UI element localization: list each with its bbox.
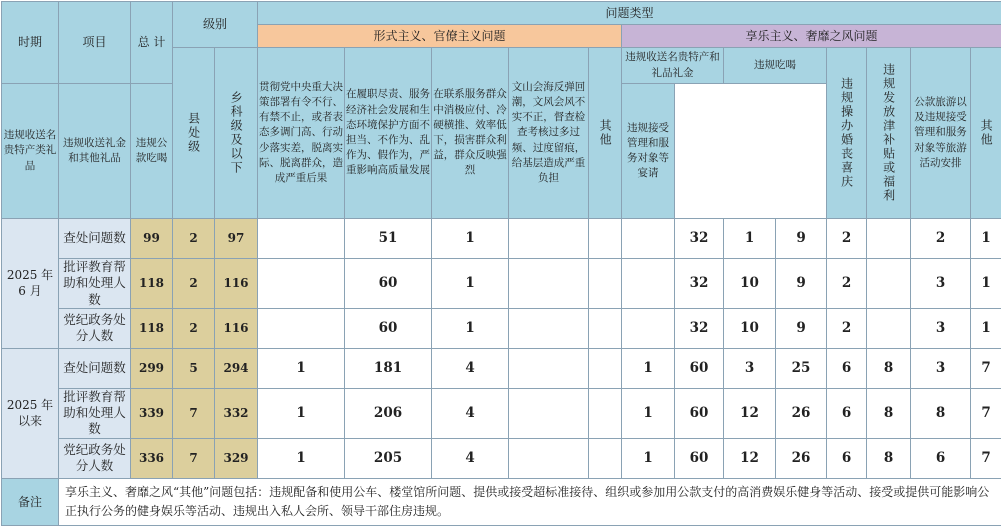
- table-row: [2, 348, 1001, 388]
- f4-cell: [509, 219, 589, 259]
- township-cell: 332: [215, 388, 258, 438]
- county-level-header: 县处级: [173, 48, 215, 219]
- f5-cell: [589, 308, 622, 348]
- hedonism-col-1: 违规收送名贵特产类礼品: [2, 84, 59, 219]
- total-cell: 336: [131, 438, 173, 478]
- hedonism-col-4: 违规接受管理和服务对象等宴请: [622, 84, 675, 219]
- h3-cell: 10: [724, 259, 776, 309]
- county-cell: 2: [173, 259, 215, 309]
- h8-cell: 7: [971, 438, 1001, 478]
- h2-cell: 32: [675, 308, 724, 348]
- h7-cell: 3: [911, 259, 971, 309]
- county-cell: 7: [173, 438, 215, 478]
- h4-cell: 26: [776, 388, 827, 438]
- hedonism-col-7: 公款旅游以及违规接受管理和服务对象等旅游活动安排: [911, 48, 971, 219]
- f2-cell: 51: [345, 219, 432, 259]
- formalism-header: 形式主义、官僚主义问题: [258, 25, 622, 48]
- township-cell: 116: [215, 259, 258, 309]
- total-cell: 339: [131, 388, 173, 438]
- h7-cell: 3: [911, 308, 971, 348]
- f3-cell: 1: [432, 259, 509, 309]
- h5-cell: 6: [827, 438, 867, 478]
- f4-cell: [509, 388, 589, 438]
- item-header: 项目: [59, 2, 131, 84]
- formalism-col-4: 文山会海反弹回潮，文风会风不实不正，督查检查考核过多过频、过度留痕，给基层造成严重负担: [509, 48, 589, 219]
- h2-cell: 60: [675, 348, 724, 388]
- f4-cell: [509, 438, 589, 478]
- item-cell: 党纪政务处分人数: [59, 438, 131, 478]
- h1-cell: 1: [622, 438, 675, 478]
- formalism-col-3: 在联系服务群众中消极应付、冷硬横推、效率低下，损害群众利益，群众反映强烈: [432, 48, 509, 219]
- table-row: [2, 219, 1001, 259]
- h2-cell: 32: [675, 259, 724, 309]
- item-cell: 党纪政务处分人数: [59, 308, 131, 348]
- county-cell: 7: [173, 388, 215, 438]
- hedonism-col-2: 违规收送礼金和其他礼品: [59, 84, 131, 219]
- period-cell: 2025 年 6 月: [2, 219, 59, 349]
- note-text: 享乐主义、奢靡之风“其他”问题包括：违规配备和使用公车、楼堂馆所问题、提供或接受超标准接待、组织或参加用公款支付的高消费娱乐健身等活动、接受或提供可能影响公正执行公务的健身娱乐等活动、违规出入私人会所、领导干部住房违规。: [59, 478, 1001, 525]
- f1-cell: [258, 259, 345, 309]
- f3-cell: 1: [432, 308, 509, 348]
- h5-cell: 6: [827, 388, 867, 438]
- h5-cell: 2: [827, 219, 867, 259]
- h6-cell: 8: [867, 438, 911, 478]
- county-cell: 2: [173, 308, 215, 348]
- h3-cell: 3: [724, 348, 776, 388]
- item-cell: 查处问题数: [59, 348, 131, 388]
- h3-cell: 10: [724, 308, 776, 348]
- eat-group-header: 违规吃喝: [724, 48, 827, 84]
- f2-cell: 60: [345, 259, 432, 309]
- h4-cell: 25: [776, 348, 827, 388]
- note-label: 备注: [2, 478, 59, 525]
- county-cell: 5: [173, 348, 215, 388]
- h1-cell: 1: [622, 388, 675, 438]
- h4-cell: 9: [776, 259, 827, 309]
- h6-cell: [867, 219, 911, 259]
- h7-cell: 2: [911, 219, 971, 259]
- township-level-header: 乡科级及以下: [215, 48, 258, 219]
- table-row: [2, 388, 1001, 438]
- total-cell: 99: [131, 219, 173, 259]
- f2-cell: 205: [345, 438, 432, 478]
- item-cell: 批评教育帮助和处理人数: [59, 259, 131, 309]
- formalism-col-other: 其他: [589, 48, 622, 219]
- f1-cell: [258, 219, 345, 259]
- h4-cell: 9: [776, 219, 827, 259]
- f1-cell: 1: [258, 438, 345, 478]
- total-header: 总 计: [131, 2, 173, 84]
- f1-cell: [258, 308, 345, 348]
- hedonism-col-other: 其他: [971, 48, 1001, 219]
- h4-cell: 9: [776, 308, 827, 348]
- h2-cell: 32: [675, 219, 724, 259]
- h6-cell: 8: [867, 348, 911, 388]
- h3-cell: 1: [724, 219, 776, 259]
- township-cell: 329: [215, 438, 258, 478]
- hedonism-col-3: 违规公款吃喝: [131, 84, 173, 219]
- h6-cell: 8: [867, 388, 911, 438]
- h8-cell: 1: [971, 219, 1001, 259]
- h4-cell: 26: [776, 438, 827, 478]
- h1-cell: [622, 308, 675, 348]
- total-cell: 118: [131, 259, 173, 309]
- item-cell: 查处问题数: [59, 219, 131, 259]
- table-row: [2, 438, 1001, 478]
- f4-cell: [509, 259, 589, 309]
- f5-cell: [589, 219, 622, 259]
- h5-cell: 6: [827, 348, 867, 388]
- township-cell: 97: [215, 219, 258, 259]
- h8-cell: 7: [971, 388, 1001, 438]
- f2-cell: 60: [345, 308, 432, 348]
- h2-cell: 60: [675, 438, 724, 478]
- county-cell: 2: [173, 219, 215, 259]
- h8-cell: 1: [971, 259, 1001, 309]
- h8-cell: 1: [971, 308, 1001, 348]
- f3-cell: 4: [432, 388, 509, 438]
- hedonism-header: 享乐主义、奢靡之风问题: [622, 25, 1001, 48]
- gift-group-header: 违规收送名贵特产和礼品礼金: [622, 48, 724, 84]
- h7-cell: 8: [911, 388, 971, 438]
- f2-cell: 206: [345, 388, 432, 438]
- f4-cell: [509, 308, 589, 348]
- problem-type-header: 问题类型: [258, 2, 1001, 25]
- township-cell: 294: [215, 348, 258, 388]
- h6-cell: [867, 259, 911, 309]
- h1-cell: 1: [622, 348, 675, 388]
- h6-cell: [867, 308, 911, 348]
- table-row: [2, 259, 1001, 309]
- h8-cell: 7: [971, 348, 1001, 388]
- h3-cell: 12: [724, 388, 776, 438]
- total-cell: 118: [131, 308, 173, 348]
- f5-cell: [589, 348, 622, 388]
- h5-cell: 2: [827, 259, 867, 309]
- hedonism-col-6: 违规发放津补贴或福利: [867, 48, 911, 219]
- period-cell: 2025 年以来: [2, 348, 59, 478]
- table-row: [2, 308, 1001, 348]
- f3-cell: 4: [432, 438, 509, 478]
- h7-cell: 6: [911, 438, 971, 478]
- f5-cell: [589, 388, 622, 438]
- f3-cell: 1: [432, 219, 509, 259]
- h2-cell: 60: [675, 388, 724, 438]
- h1-cell: [622, 219, 675, 259]
- h5-cell: 2: [827, 308, 867, 348]
- item-cell: 批评教育帮助和处理人数: [59, 388, 131, 438]
- statistics-table: [1, 1, 1001, 526]
- period-header: 时期: [2, 2, 59, 84]
- hedonism-col-5: 违规操办婚丧喜庆: [827, 48, 867, 219]
- h1-cell: [622, 259, 675, 309]
- total-cell: 299: [131, 348, 173, 388]
- f5-cell: [589, 438, 622, 478]
- level-header: 级别: [173, 2, 258, 48]
- formalism-col-2: 在履职尽责、服务经济社会发展和生态环境保护方面不担当、不作为、乱作为、假作为，严重影响高质量发展: [345, 48, 432, 219]
- f3-cell: 4: [432, 348, 509, 388]
- f1-cell: 1: [258, 388, 345, 438]
- f4-cell: [509, 348, 589, 388]
- h3-cell: 12: [724, 438, 776, 478]
- f5-cell: [589, 259, 622, 309]
- h7-cell: 3: [911, 348, 971, 388]
- formalism-col-1: 贯彻党中央重大决策部署有令不行、有禁不止，或者表态多调门高、行动少落实差，脱离实际、脱离群众，造成严重后果: [258, 48, 345, 219]
- f2-cell: 181: [345, 348, 432, 388]
- township-cell: 116: [215, 308, 258, 348]
- f1-cell: 1: [258, 348, 345, 388]
